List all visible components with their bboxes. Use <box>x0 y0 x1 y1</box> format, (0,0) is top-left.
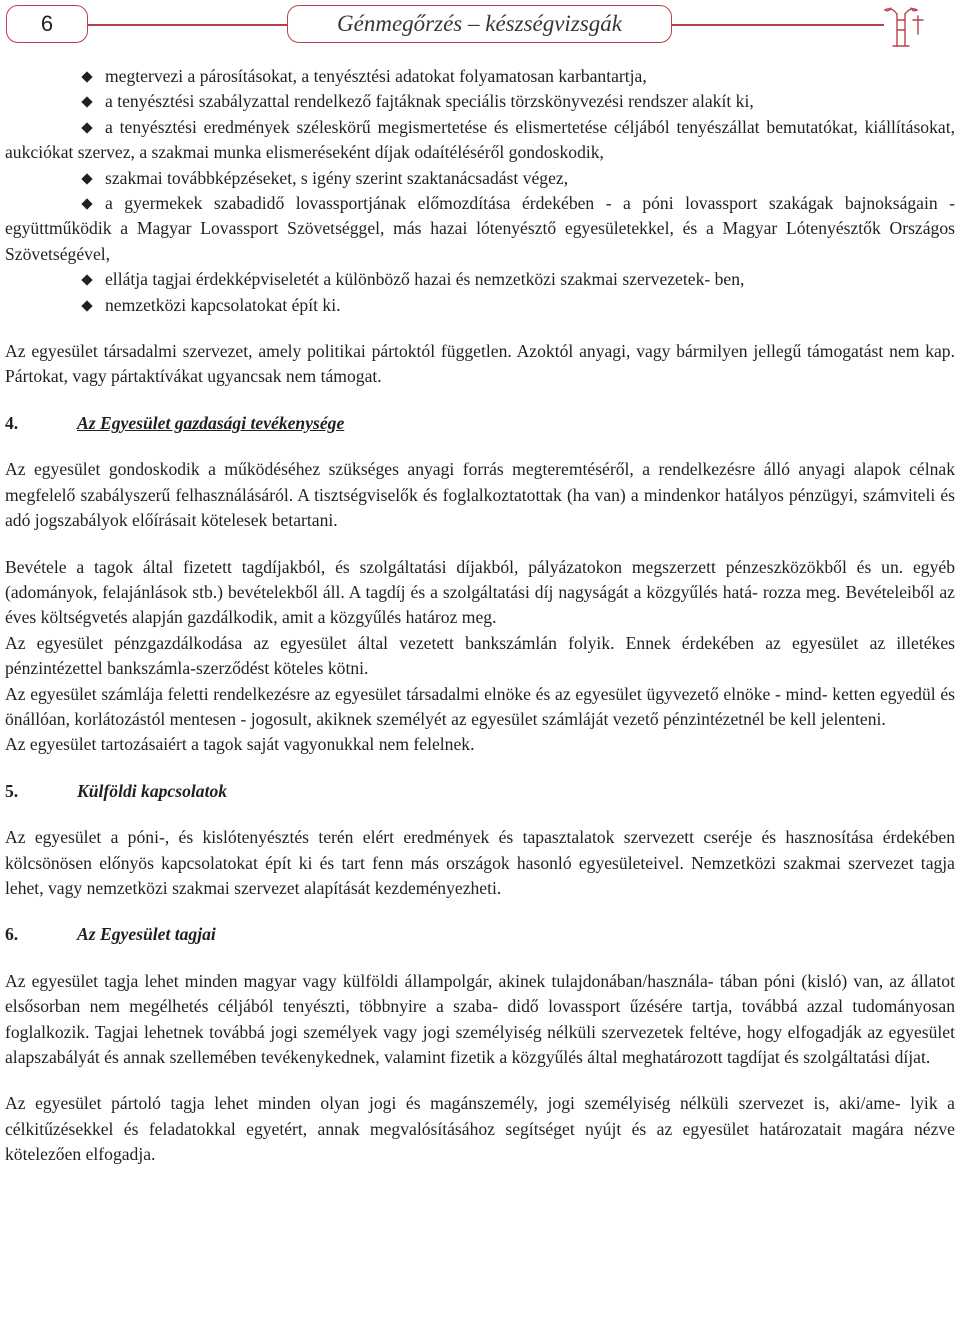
section-number: 5. <box>5 780 19 801</box>
list-item: ellátja tagjai érdekképviseletét a különböző hazai és nemzetközi szakmai szervezetek- ben, <box>5 267 955 292</box>
section-heading <box>5 922 955 947</box>
diamond-bullet-icon <box>81 71 92 82</box>
list-item: megtervezi a párosításokat, a tenyésztési adatokat folyamatosan karbantartja, <box>5 64 955 89</box>
section-title: Az Egyesület gazdasági tevékenysége <box>77 412 345 433</box>
diamond-bullet-icon <box>81 300 92 311</box>
diamond-bullet-icon <box>81 122 92 133</box>
diamond-bullet-icon <box>81 173 92 184</box>
page-number: 6 <box>6 5 88 43</box>
diamond-bullet-icon <box>81 97 92 108</box>
section-paragraph: Az egyesület tagja lehet minden magyar vagy külföldi állampolgár, akinek tulajdonában/használa- tában póni (kisló) van, az állatot elsősorban nem megélhetés céljából tenyészti, többnyire a szaba- didő lovassport űzésére tartja, továbbá azzal tudományosan foglalkozik. Tagjai lehetnek továbbá jogi személyek vagy jogi személyiség nélküli szervezetek feltéve, hogy elfogadják az egyesület alapszabályát és annak szellemében tevékenykednek, valamint fizetik a közgyűlés által meghatározott tagdíjat és szolgáltatási díjat. <box>5 970 955 1067</box>
section-paragraph: Az egyesület a póni-, és kislótenyésztés terén elért eredmények és tapasztalatok szervezett cseréje és hasznosítása érdekében kölcsönösen előnyös kapcsolatokat épít ki és tart fenn más országok hasonló egyesületeivel. Nemzetközi szakmai szervezet tagja lehet, vagy nemzetközi szakmai szervezet alapítását kezdeményezheti. <box>5 827 955 898</box>
header-divider-right <box>672 24 884 26</box>
diamond-bullet-icon <box>81 198 92 209</box>
page-header <box>0 0 960 50</box>
page-body <box>5 64 955 1168</box>
section-paragraph: Az egyesület tartozásaiért a tagok saját vagyonukkal nem felelnek. <box>5 734 475 755</box>
list-item: szakmai továbbképzéseket, s igény szerint szaktanácsadást végez, <box>5 166 955 191</box>
section-title: Az Egyesület tagjai <box>77 924 216 945</box>
section-paragraph: Az egyesület gondoskodik a működéséhez szükséges anyagi forrás megteremtéséről, a rendelkezésre álló anyagi alapok célnak megfelelő szabályszerű felhasználásáról. A tisztségviselők és foglalkoztatottak (ha van) a mindenkor hatályos pénzügyi, számviteli és adó jogszabályok előírásait kötelesek betartani. <box>5 459 955 531</box>
list-item: nemzetközi kapcsolatokat épít ki. <box>5 293 955 318</box>
horse-heads-logo-icon <box>883 0 929 48</box>
section-paragraph: Az egyesület számlája feletti rendelkezésre az egyesület társadalmi elnöke és az egyesület ügyvezető elnöke - mind- ketten egyedül és önállóan, korlátozástól mentesen - jogosult, akiknek személyét az egyesület számláját vezető pénzintézetnél be kell jelenteni. <box>5 683 955 729</box>
section-title: Külföldi kapcsolatok <box>77 780 228 801</box>
section-paragraph: Az egyesület pártoló tagja lehet minden olyan jogi és magánszemély, jogi személyiség nélküli szervezet is, aki/ame- lyik a célkitűzésekkel és feladatokkal egyetért, annak megvalósításához segítséget nyújt és az egyesület határozatait magára nézve kötelezően elfogadja. <box>5 1093 955 1165</box>
independence-paragraph: Az egyesület társadalmi szervezet, amely politikai pártoktól független. Azoktól anyagi, vagy bármilyen jellegű támogatást nem kap. Pártokat, vagy pártaktívákat ugyancsak nem támogat. <box>5 341 955 387</box>
running-title: Génmegőrzés – készségvizsgák <box>287 5 672 43</box>
section-number: 4. <box>5 412 19 433</box>
list-item: a tenyésztési eredmények széleskörű megismertetése és elismertetése céljából tenyészállat bemutatókat, kiállításokat, aukciókat szervez, a szakmai munka elismeréseként díjak odaítéléséről gondoskodik, <box>5 116 955 163</box>
list-item: a gyermekek szabadidő lovassportjának előmozdítása érdekében - a póni lovassport szakágak bajnokságain - együttműködik a Magyar Lovassport Szövetséggel, más hazai lótenyésztő egyesületekkel, és a Magyar Lótenyésztők Országos Szövetségével, <box>5 193 955 264</box>
list-item: a tenyésztési szabályzattal rendelkező fajtáknak speciális törzskönyvezési rendszer alakít ki, <box>5 89 955 114</box>
section-paragraph: Az egyesület pénzgazdálkodása az egyesület által vezetett bankszámlán folyik. Ennek érdekében az egyesület az illetékes pénzintézettel bankszámla-szerződést köteles kötni. <box>5 632 955 679</box>
section-number: 6. <box>5 924 19 945</box>
section-paragraph: Bevétele a tagok által fizetett tagdíjakból, és szolgáltatási díjakból, pályázatokon megszerzett pénzeszközökből és un. egyéb (adományok, felajánlások stb.) bevételekből áll. A tagdíj és a szolgáltatási díj nagyságát a közgyűlés hatá- rozza meg. Bevételeiből az éves költségvetés alapján gazdálkodik, amit a közgyűlés határoz meg. <box>5 556 955 628</box>
diamond-bullet-icon <box>81 275 92 286</box>
section-heading <box>5 411 955 436</box>
header-divider-left <box>88 24 287 26</box>
section-heading <box>5 779 955 804</box>
